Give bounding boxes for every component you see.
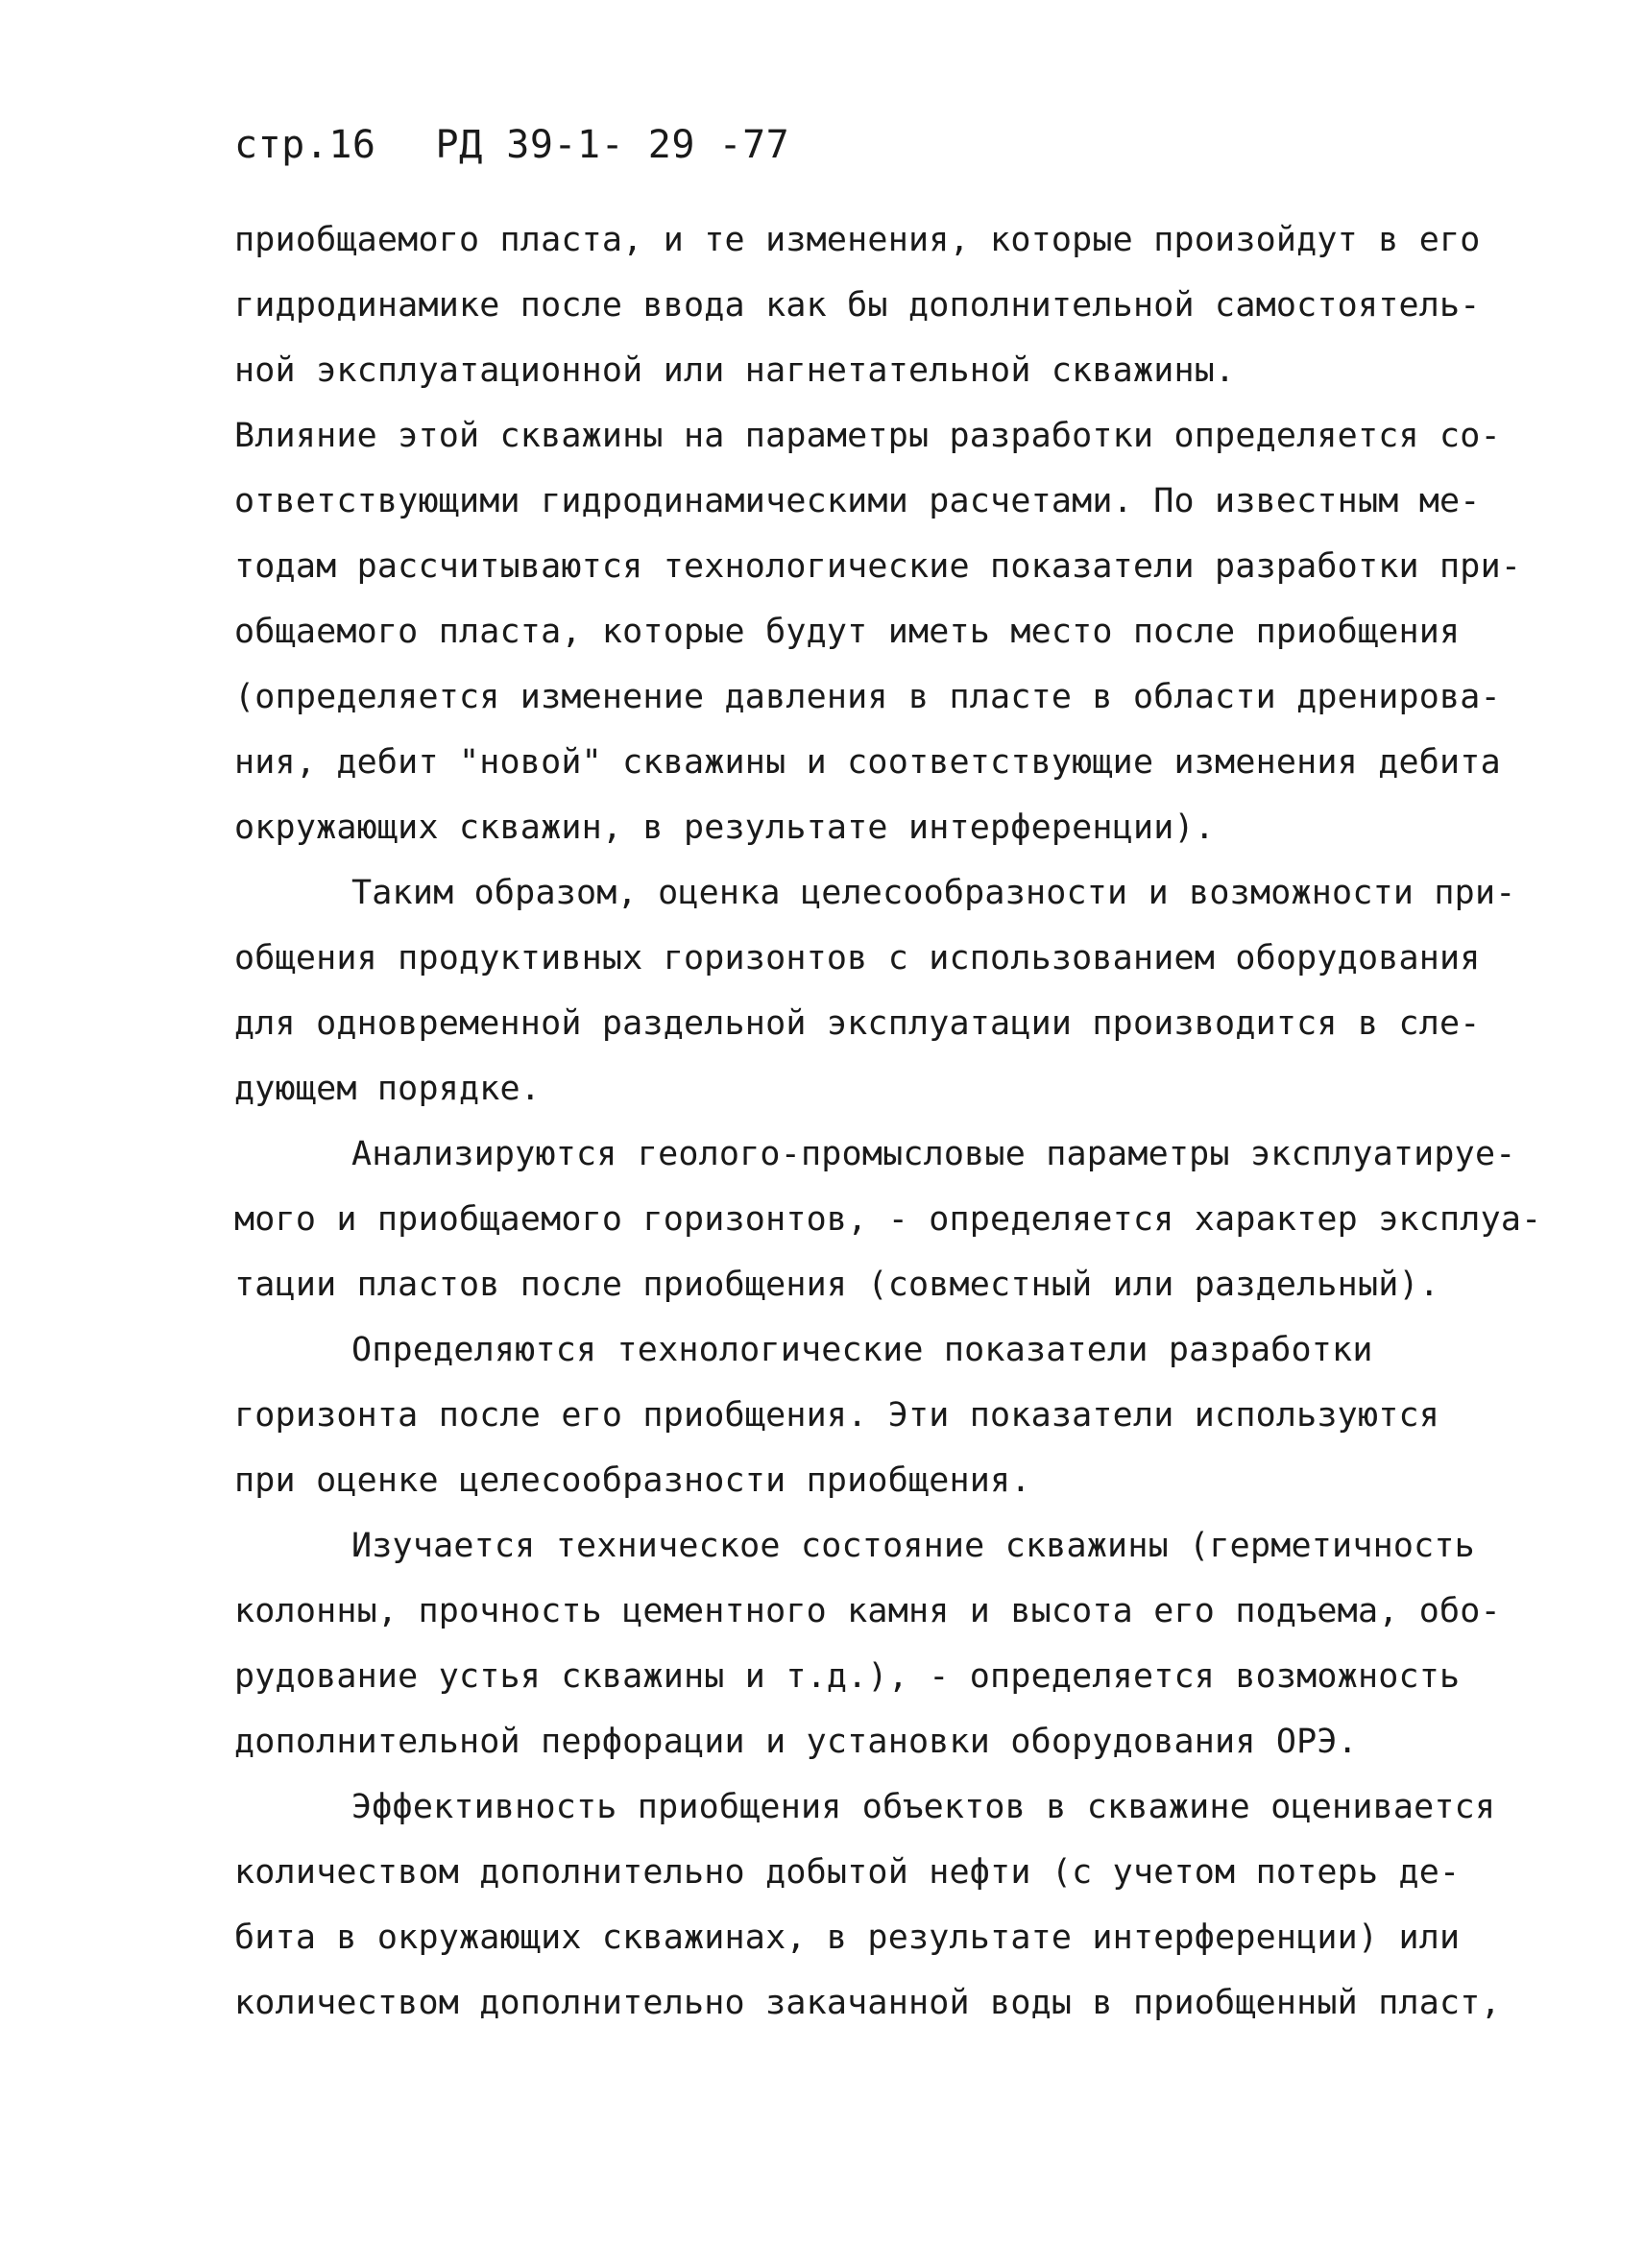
text-line: мого и приобщаемого горизонтов, - определяется характер эксплуа-	[234, 1200, 1542, 1239]
text-line: тации пластов после приобщения (совместный или раздельный).	[234, 1266, 1440, 1304]
text-line: колонны, прочность цементного камня и высота его подъема, обо-	[234, 1592, 1501, 1630]
page-number: стр.16	[234, 123, 376, 167]
text-line: ния, дебит "новой" скважины и соответствующие изменения дебита	[234, 743, 1501, 782]
paragraph-start-line: Определяются технологические показатели разработки	[351, 1331, 1373, 1369]
text-line: ной эксплуатационной или нагнетательной скважины.	[234, 351, 1236, 390]
text-line: окружающих скважин, в результате интерференции).	[234, 808, 1216, 847]
document-code: РД 39-1- 29 -77	[435, 123, 790, 167]
text-line: бита в окружающих скважинах, в результате интерференции) или	[234, 1918, 1461, 1957]
body-text	[234, 207, 1542, 2036]
text-line: гидродинамике после ввода как бы дополнительной самостоятель-	[234, 286, 1481, 325]
paragraph-start-line: Изучается техническое состояние скважины (герметичность	[351, 1527, 1475, 1565]
text-line: (определяется изменение давления в пласте в области дренирова-	[234, 678, 1501, 716]
text-line: тодам рассчитываются технологические показатели разработки при-	[234, 547, 1522, 586]
text-line: Влияние этой скважины на параметры разработки определяется со-	[234, 417, 1501, 455]
text-line: общения продуктивных горизонтов с использованием оборудования	[234, 939, 1481, 977]
text-line: для одновременной раздельной эксплуатации производится в сле-	[234, 1004, 1481, 1043]
text-line: приобщаемого пласта, и те изменения, которые произойдут в его	[234, 221, 1481, 259]
text-line: дующем порядке.	[234, 1070, 542, 1108]
text-line: дополнительной перфорации и установки оборудования ОРЭ.	[234, 1723, 1358, 1761]
text-line: горизонта после его приобщения. Эти показатели используются	[234, 1396, 1440, 1435]
text-line: количеством дополнительно добытой нефти (с учетом потерь де-	[234, 1853, 1461, 1892]
paragraph-start-line: Анализируются геолого-промысловые параметры эксплуатируе-	[351, 1135, 1516, 1173]
text-line: количеством дополнительно закачанной воды в приобщенный пласт,	[234, 1984, 1501, 2022]
paragraph-start-line: Эффективность приобщения объектов в скважине оценивается	[351, 1788, 1496, 1826]
paragraph-start-line: Таким образом, оценка целесообразности и возможности при-	[351, 874, 1516, 912]
text-line: при оценке целесообразности приобщения.	[234, 1461, 1031, 1500]
text-line: общаемого пласта, которые будут иметь место после приобщения	[234, 613, 1461, 651]
text-line: рудование устья скважины и т.д.), - определяется возможность	[234, 1657, 1461, 1696]
text-line: ответствующими гидродинамическими расчетами. По известным ме-	[234, 482, 1481, 520]
page-header	[234, 123, 789, 167]
